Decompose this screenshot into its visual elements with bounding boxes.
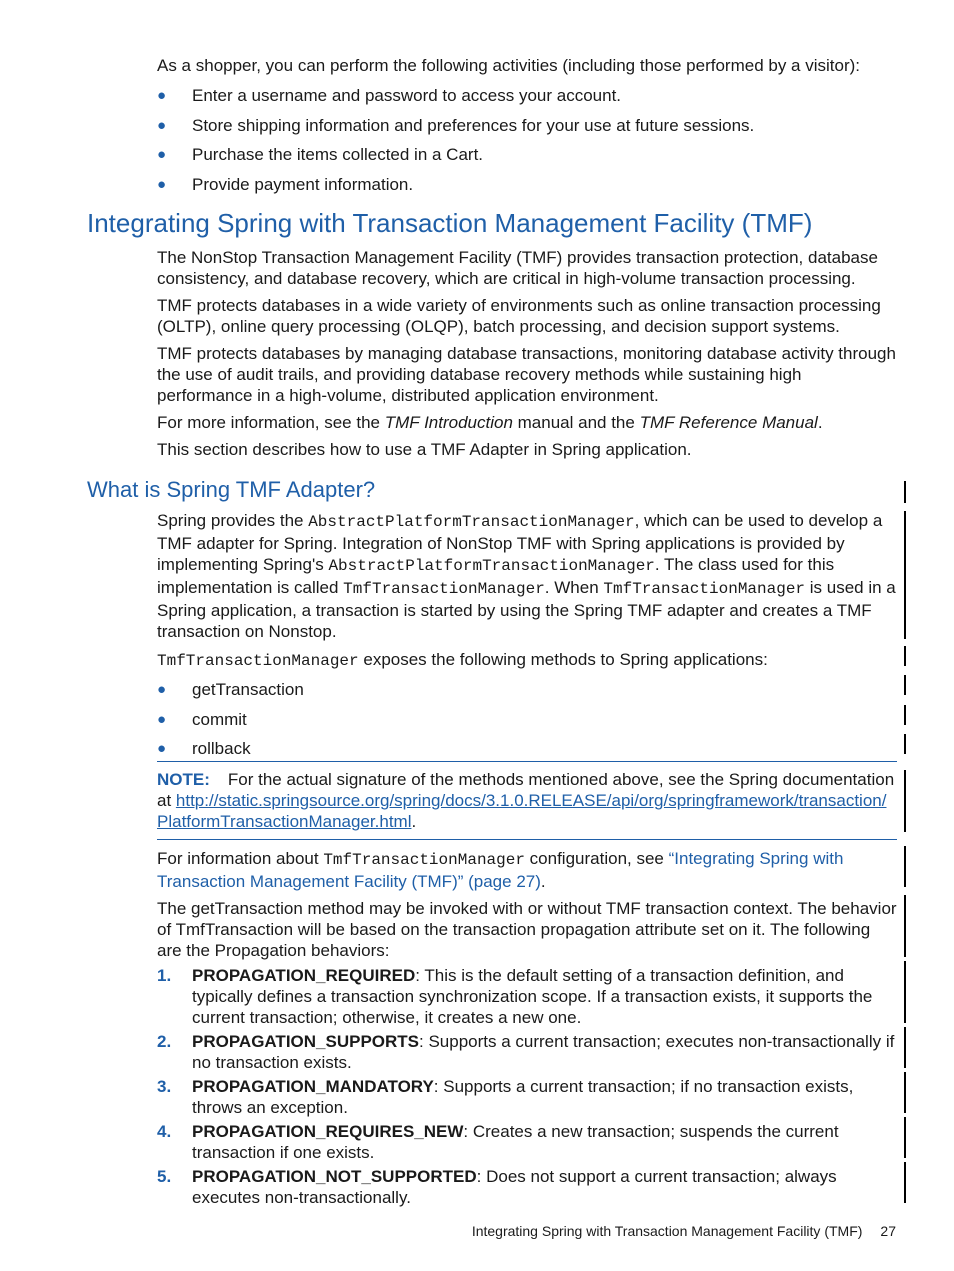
code: TmfTransactionManager xyxy=(323,851,525,869)
paragraph: The NonStop Transaction Management Facility (TMF) provides transaction protection, database consistency, and database recovery, which are critical in high-volume transaction processing. xyxy=(157,248,878,288)
change-bar xyxy=(904,895,906,957)
list-item: ● Store shipping information and preferences for your use at future sessions. xyxy=(157,115,755,135)
paragraph: TMF protects databases in a wide variety of environments such as online transaction processing (OLTP), online query processing (OLQP), batch processing, and decision support systems. xyxy=(157,296,881,336)
intro-lead: As a shopper, you can perform the following activities (including those performed by a visitor): xyxy=(157,56,861,75)
list-item: 2. PROPAGATION_SUPPORTS: Supports a current transaction; executes non-transactionally if no transaction exists. xyxy=(157,1032,895,1072)
note-box: NOTE: For the actual signature of the methods mentioned above, see the Spring documentation at http://static.springsource.org/spring/docs/3.1.0.RELEASE/api/org/springframework/transaction/PlatformTransactionManager.html. xyxy=(157,761,897,840)
change-bar xyxy=(904,961,906,1023)
doc-title: TMF Reference Manual xyxy=(639,413,818,432)
list-item: 3. PROPAGATION_MANDATORY: Supports a current transaction; if no transaction exists, throws an exception. xyxy=(157,1077,854,1117)
bullet-icon: ● xyxy=(157,116,167,134)
paragraph: This section describes how to use a TMF Adapter in Spring application. xyxy=(157,440,692,459)
bullet-icon: ● xyxy=(157,710,167,728)
note-label: NOTE: xyxy=(157,770,210,789)
paragraph: The getTransaction method may be invoked with or without TMF transaction context. The behavior of TmfTransaction will be based on the transaction propagation attribute set on it. The following are the Propagation behaviors: xyxy=(157,899,897,960)
page-footer xyxy=(400,1223,896,1239)
list-item: 4. PROPAGATION_REQUIRES_NEW: Creates a new transaction; suspends the current transaction if one exists. xyxy=(157,1122,839,1162)
page-number: 27 xyxy=(880,1223,896,1239)
bullet-icon: ● xyxy=(157,681,167,698)
code: TmfTransactionManager xyxy=(343,580,545,598)
propagation-list xyxy=(157,965,897,1208)
list-item: ● Purchase the items collected in a Cart. xyxy=(157,145,484,164)
bullet-icon: ● xyxy=(157,740,167,757)
list-item: 5. PROPAGATION_NOT_SUPPORTED: Does not support a current transaction; always executes non-transactionally. xyxy=(157,1167,837,1207)
code: AbstractPlatformTransactionManager xyxy=(308,513,635,531)
paragraph: Spring provides the AbstractPlatformTransactionManager, which can be used to develop a TMF adapter for Spring. Integration of NonStop TMF with Spring applications is provided by implementing Spring's AbstractPlatformTransactionManager. The class used for this implementation is called TmfTransactionManager. When TmfTransactionManager is used in a Spring application, a transaction is started by using the Spring TMF adapter and creates a TMF transaction on Nonstop. xyxy=(157,511,896,641)
bullet-icon: ● xyxy=(157,87,167,104)
change-bar xyxy=(904,511,906,639)
section-heading-adapter: What is Spring TMF Adapter? xyxy=(87,477,376,502)
section1-body xyxy=(157,247,897,460)
paragraph: For information about TmfTransactionManager configuration, see “Integrating Spring with Transaction Management Facility (TMF)” (page 27). xyxy=(157,849,844,891)
footer-title: Integrating Spring with Transaction Management Facility (TMF) xyxy=(471,1223,863,1239)
list-item: ● rollback xyxy=(157,739,251,758)
code: AbstractPlatformTransactionManager xyxy=(328,557,655,575)
change-bar xyxy=(904,705,906,725)
list-item: ● getTransaction xyxy=(157,680,304,699)
code: TmfTransactionManager xyxy=(603,580,806,598)
paragraph: TMF protects databases by managing database transactions, monitoring database activity through the use of audit trails, and providing database recovery methods while sustaining high performance in a high-volume, distributed application environment. xyxy=(157,344,896,405)
doc-title: TMF Introduction xyxy=(384,413,513,432)
bullet-icon: ● xyxy=(157,175,167,193)
cross-reference-link[interactable]: “Integrating Spring with Transaction Management Facility (TMF)” (page 27) xyxy=(157,849,844,891)
paragraph: For more information, see the TMF Introduction manual and the TMF Reference Manual. xyxy=(157,413,823,432)
change-bar xyxy=(904,846,906,887)
change-bar xyxy=(904,734,906,754)
section2-body xyxy=(157,510,897,1211)
change-bar xyxy=(904,770,906,832)
intro-bullet-list xyxy=(157,85,897,203)
code: TmfTransactionManager xyxy=(157,652,359,670)
change-bar xyxy=(904,1117,906,1158)
change-bar xyxy=(904,1027,906,1068)
change-bar xyxy=(904,646,906,666)
paragraph: TmfTransactionManager exposes the following methods to Spring applications: xyxy=(157,650,768,670)
spring-docs-link[interactable]: http://static.springsource.org/spring/docs/3.1.0.RELEASE/api/org/springframework/transaction/PlatformTransactionManager.html xyxy=(157,791,887,831)
section-heading-tmf: Integrating Spring with Transaction Management Facility (TMF) xyxy=(87,208,813,238)
methods-list xyxy=(157,679,897,761)
intro-block xyxy=(157,55,897,203)
change-bar xyxy=(904,481,906,503)
list-item: ● Provide payment information. xyxy=(157,174,414,194)
list-item: ● commit xyxy=(157,709,247,729)
change-bar xyxy=(904,1072,906,1113)
change-bar xyxy=(904,675,906,695)
change-bar xyxy=(904,1162,906,1203)
list-item: ● Enter a username and password to access your account. xyxy=(157,86,622,105)
bullet-icon: ● xyxy=(157,146,167,163)
list-item: 1. PROPAGATION_REQUIRED: This is the default setting of a transaction definition, and typically defines a transaction synchronization scope. If a transaction exists, it supports the current transaction; otherwise, it creates a new one. xyxy=(157,966,873,1027)
